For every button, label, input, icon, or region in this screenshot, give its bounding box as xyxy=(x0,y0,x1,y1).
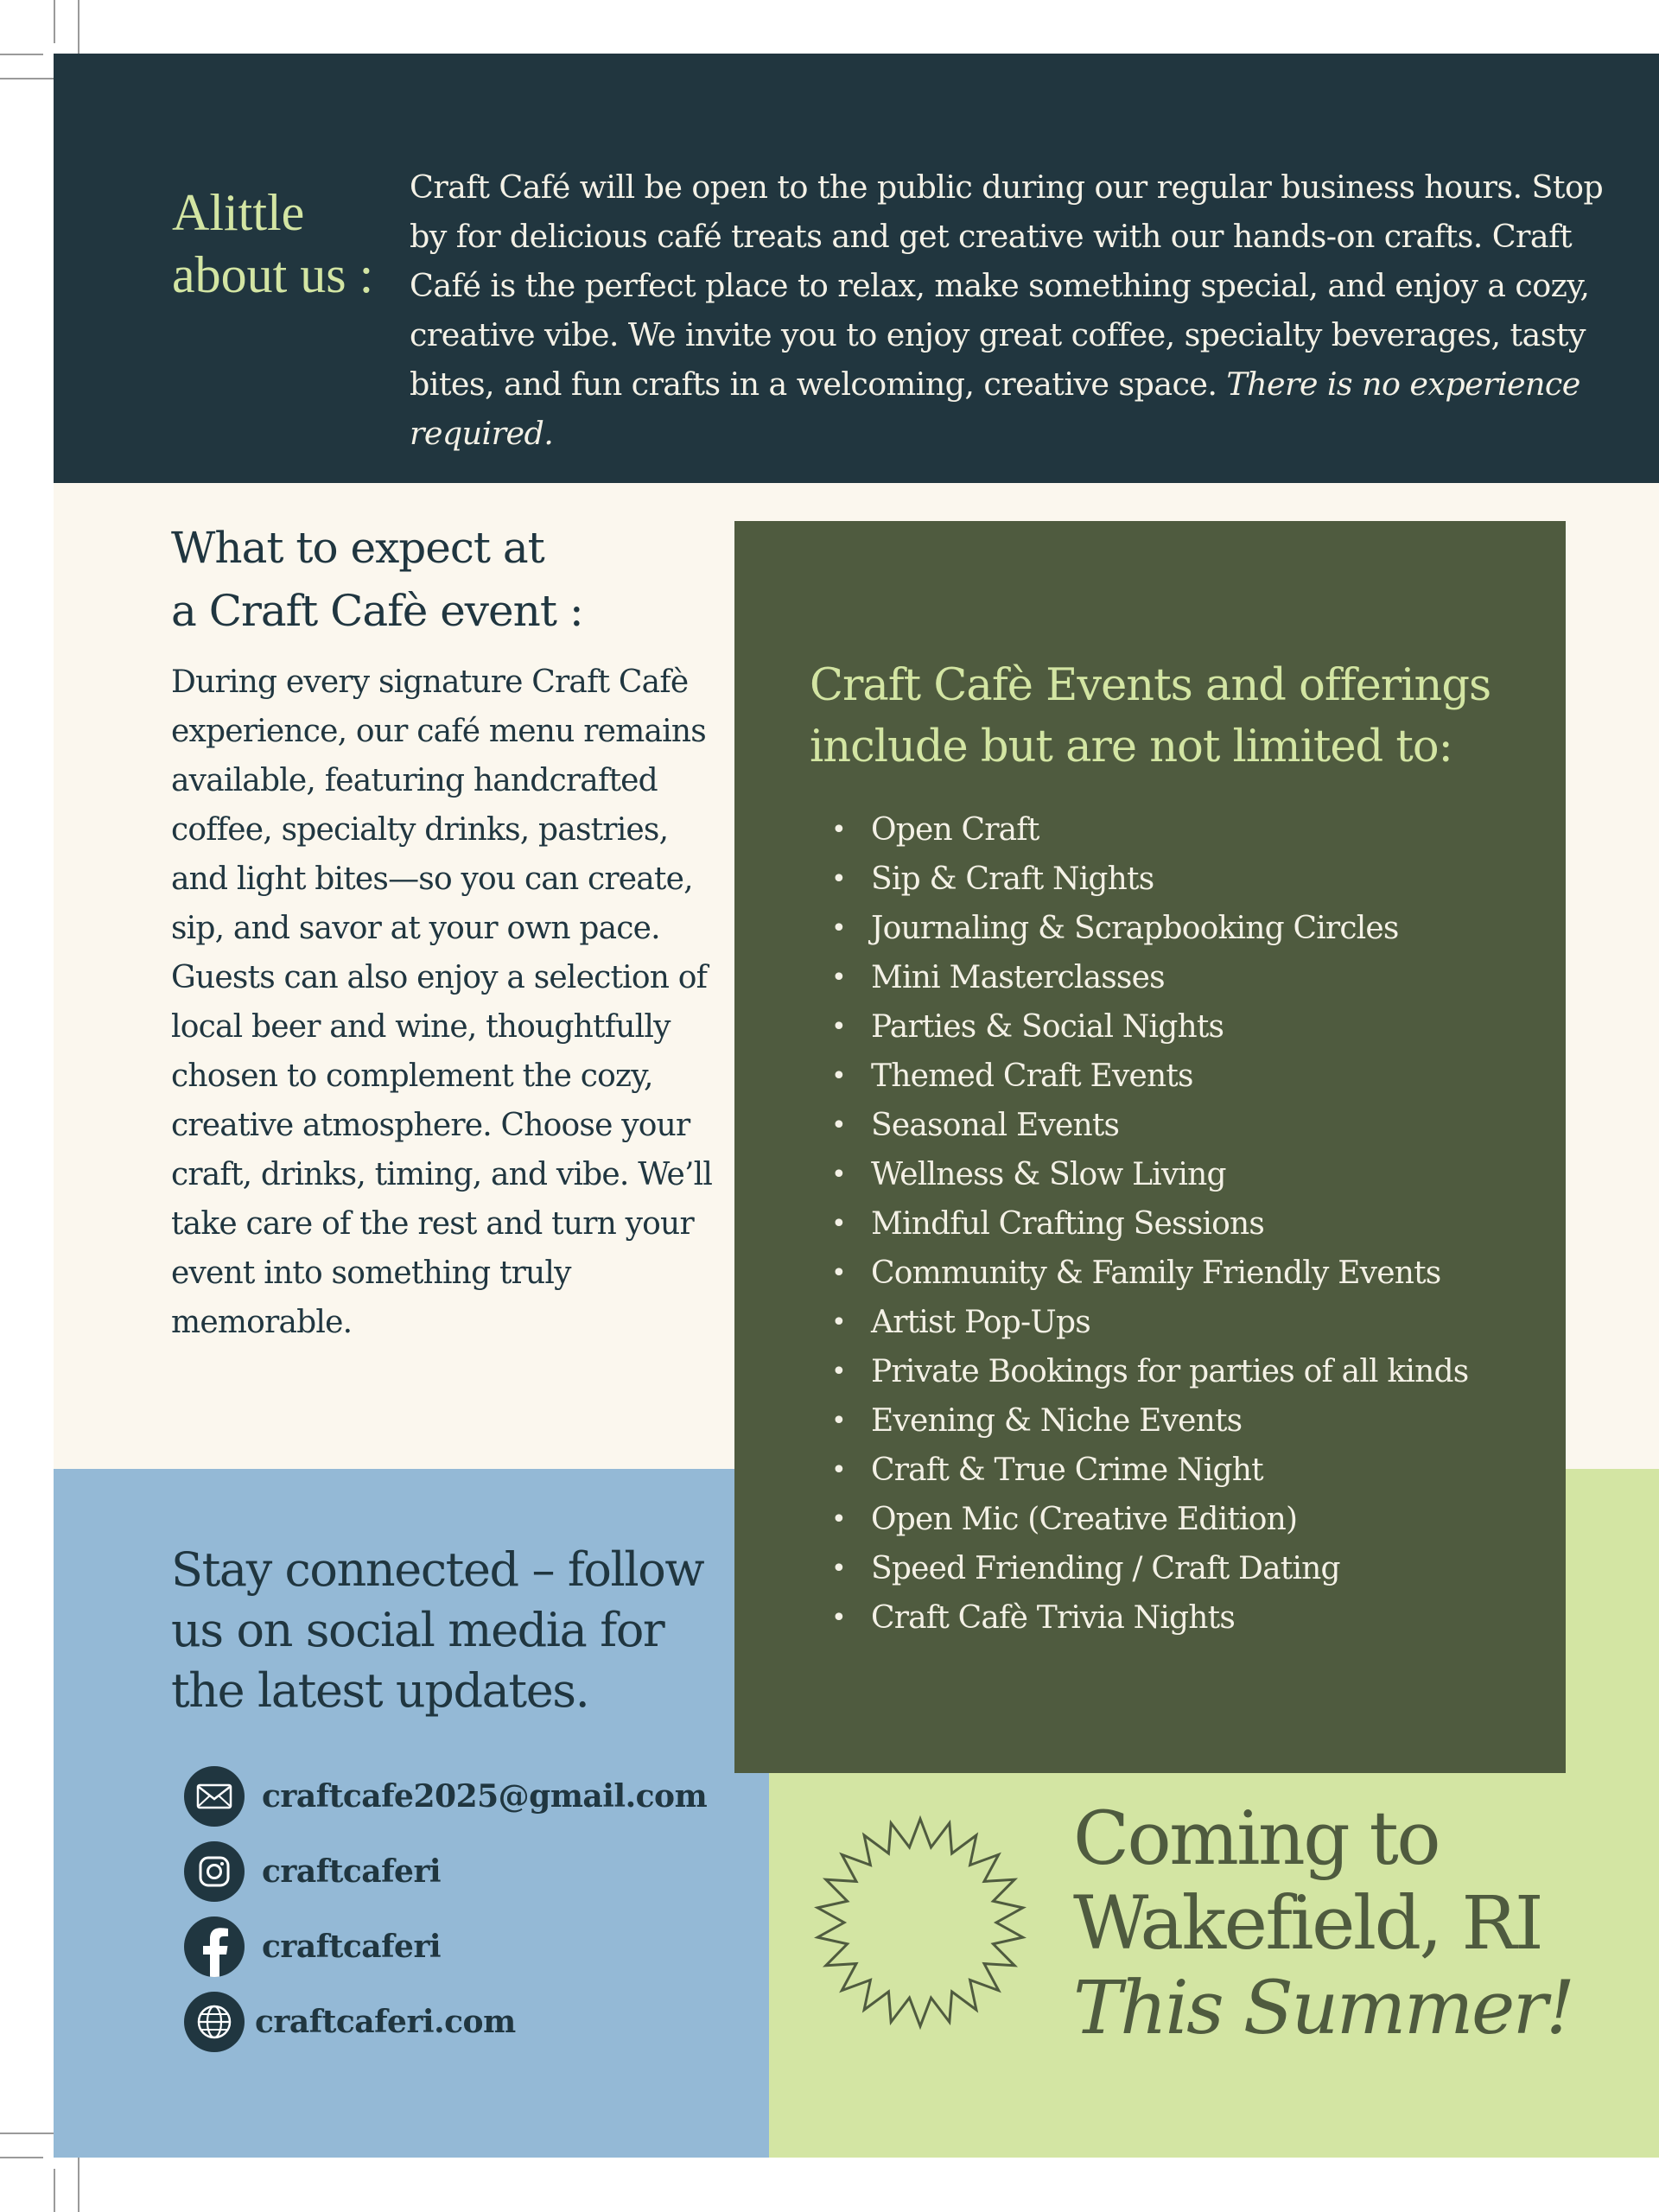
coming-soon-text xyxy=(1073,1797,1626,2051)
crop-mark xyxy=(0,54,43,55)
facebook-icon xyxy=(184,1916,245,1977)
crop-mark xyxy=(54,0,55,43)
event-item: • Community & Family Friendly Events xyxy=(830,1249,1547,1298)
about-heading-line1: Alittle xyxy=(172,184,305,241)
crop-mark xyxy=(54,2169,55,2212)
event-item: • Seasonal Events xyxy=(830,1101,1547,1150)
event-item: • Open Craft xyxy=(830,805,1547,855)
about-body-text: Craft Café will be open to the public during our regular business hours. Stop by for delicious café treats and get creative with our hands-on crafts. Craft Café is the perfect place to relax, make something special, and enjoy a cozy, creative vibe. We invite you to enjoy great coffee, specialty beverages, tasty bites, and fun crafts in a welcoming, creative space. xyxy=(410,168,1604,403)
about-heading-line2: about us : xyxy=(172,246,374,303)
events-heading-line1: Craft Cafè Events and offerings xyxy=(810,660,1491,711)
contact-facebook[interactable] xyxy=(184,1916,441,1977)
contact-email[interactable] xyxy=(184,1766,707,1827)
contact-website[interactable] xyxy=(184,1992,516,2052)
coming-line2: Wakefield, RI xyxy=(1073,1881,1542,1967)
event-item: • Mini Masterclasses xyxy=(830,953,1547,1002)
events-heading-line2: include but are not limited to: xyxy=(810,721,1452,772)
social-heading: Stay connected – follow us on social media for the latest updates. xyxy=(171,1542,704,1718)
event-item: • Craft & True Crime Night xyxy=(830,1446,1547,1495)
contact-facebook-text: craftcaferi xyxy=(262,1929,442,1965)
event-item: • Artist Pop-Ups xyxy=(830,1298,1547,1347)
event-item: • Journaling & Scrapbooking Circles xyxy=(830,904,1547,953)
event-item: • Wellness & Slow Living xyxy=(830,1150,1547,1199)
event-item: • Mindful Crafting Sessions xyxy=(830,1199,1547,1249)
event-item: • Themed Craft Events xyxy=(830,1052,1547,1101)
contact-instagram-text: craftcaferi xyxy=(262,1853,442,1890)
events-heading xyxy=(810,655,1544,778)
starburst-outline xyxy=(817,1819,1023,2026)
instagram-icon xyxy=(184,1841,245,1902)
expect-body: During every signature Craft Cafè experience, our café menu remains available, featuring handcrafted coffee, specialty drinks, pastries, and light bites—so you can create, sip, and savor at your own pace. Guests can also enjoy a selection of local beer and wine, thoughtfully chosen to complement the cozy, creative atmosphere. Choose your craft, drinks, timing, and vibe. We’ll take care of the rest and turn your event into something truly memorable. xyxy=(171,664,713,1340)
about-body xyxy=(410,162,1619,458)
event-item: • Sip & Craft Nights xyxy=(830,855,1547,904)
event-item: • Private Bookings for parties of all kinds xyxy=(830,1347,1547,1396)
contact-website-text: craftcaferi.com xyxy=(255,2004,516,2040)
contact-instagram[interactable] xyxy=(184,1841,441,1902)
contact-email-text: craftcafe2025@gmail.com xyxy=(262,1778,708,1815)
starburst-icon xyxy=(812,1815,1028,2031)
envelope-icon xyxy=(184,1766,245,1827)
event-item: • Parties & Social Nights xyxy=(830,1002,1547,1052)
expect-heading-line2: a Craft Cafè event : xyxy=(171,586,583,636)
about-heading xyxy=(172,181,379,306)
coming-line1: Coming to xyxy=(1073,1796,1440,1882)
coming-line3: This Summer! xyxy=(1073,1966,1573,2051)
crop-mark xyxy=(0,2157,43,2158)
about-body-italic: There is no experience required. xyxy=(410,365,1580,452)
event-item: • Craft Cafè Trivia Nights xyxy=(830,1593,1547,1643)
event-item: • Evening & Niche Events xyxy=(830,1396,1547,1446)
event-item: • Speed Friending / Craft Dating xyxy=(830,1544,1547,1593)
event-item: • Open Mic (Creative Edition) xyxy=(830,1495,1547,1544)
expect-heading xyxy=(171,517,707,643)
expect-heading-line1: What to expect at xyxy=(171,523,544,573)
events-list xyxy=(830,805,1547,1643)
globe-icon xyxy=(184,1992,245,2052)
